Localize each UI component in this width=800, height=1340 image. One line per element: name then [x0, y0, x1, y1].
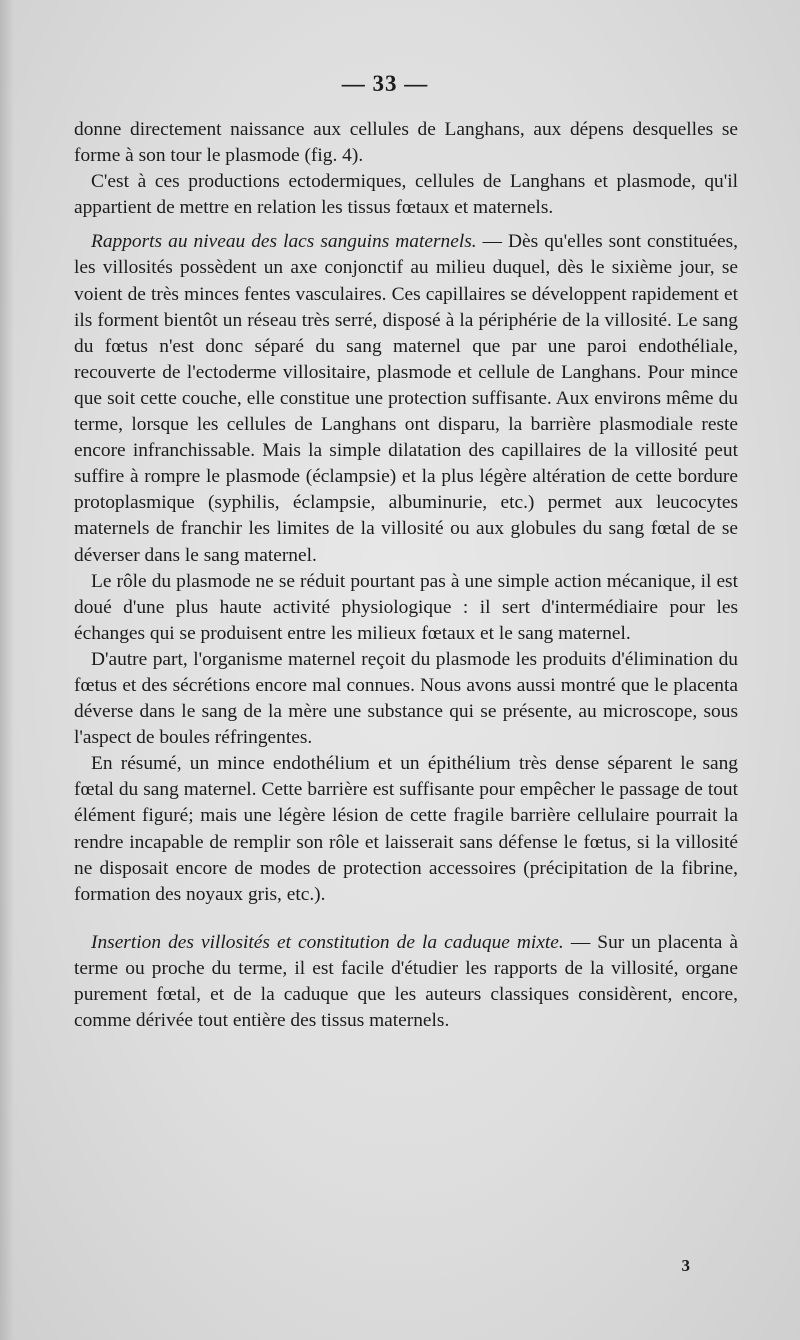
- page-shadow-edge: [0, 0, 14, 1340]
- body-text: [74, 117, 738, 1034]
- paragraph-1: donne directement naissance aux cellules de Langhans, aux dépens desquelles se forme à son tour le plasmode (fig. 4).: [74, 119, 738, 167]
- signature-mark: 3: [681, 1256, 690, 1275]
- paragraph-2: C'est à ces productions ectodermiques, cellules de Langhans et plasmode, qu'il appartient de mettre en relation les tissus fœtaux et maternels.: [74, 171, 738, 219]
- section-heading-insertion: Insertion des villosités et constitution de la caduque mixte.: [91, 931, 564, 953]
- page-number: — 33 —: [341, 71, 429, 96]
- paragraph-5: D'autre part, l'organisme maternel reçoit du plasmode les produits d'élimination du fœtus et des sécrétions encore mal connues. Nous avons aussi montré que le placenta déverse dans le sang de la mère une substance qui se présente, au microscope, sous l'aspect de boules réfringentes.: [74, 648, 738, 749]
- paragraph-4: Le rôle du plasmode ne se réduit pourtant pas à une simple action mécanique, il est doué d'une plus haute activité physiologique : il sert d'intermédiaire pour les échanges qui se produisent entre les milieux fœtaux et le sang maternel.: [74, 570, 738, 644]
- paragraph-3: [74, 229, 738, 568]
- paragraph-3-text: — Dès qu'elles sont constituées, les villosités possèdent un axe conjonctif au milieu duquel, dès le sixième jour, se voient de très minces fentes vasculaires. Ces capillaires se développent rapidement et ils forment bientôt un réseau très serré, disposé à la périphérie de la villosité. Le sang du fœtus n'est donc séparé du sang maternel que par une paroi endothéliale, recouverte de l'ectoderme villositaire, plasmode et cellule de Langhans. Pour mince que soit cette couche, elle constitue une protection suffisante. Aux environs même du terme, lorsque les cellules de Langhans ont disparu, la barrière plasmodiale reste encore infranchissable. Mais la simple dilatation des capillaires de la villosité peut suffire à rompre le plasmode (éclampsie) et la plus légère altération de cette bordure protoplasmique (syphilis, éclampsie, albuminurie, etc.) permet aux leucocytes maternels de franchir les limites de la villosité ou aux globules du sang fœtal de se déverser dans le sang maternel.: [74, 231, 738, 566]
- section-heading-rapports: Rapports au niveau des lacs sanguins maternels.: [91, 231, 477, 253]
- paragraph-7-text: — Sur un placenta à terme ou proche du terme, il est facile d'étudier les rapports de la villosité, organe purement fœtal, et de la caduque que les auteurs classiques considèrent, encore, comme dérivée tout entière des tissus maternels.: [74, 931, 739, 1032]
- paragraph-7: [74, 930, 738, 1034]
- paragraph-6: En résumé, un mince endothélium et un épithélium très dense séparent le sang fœtal du sang maternel. Cette barrière est suffisante pour empêcher le passage de tout élément figuré; mais une légère lésion de cette fragile barrière cellulaire pourrait la rendre incapable de remplir son rôle et laisserait sans défense le fœtus, si la villosité ne disposait encore de modes de protection accessoires (précipitation de la fibrine, formation des noyaux gris, etc.).: [74, 753, 738, 905]
